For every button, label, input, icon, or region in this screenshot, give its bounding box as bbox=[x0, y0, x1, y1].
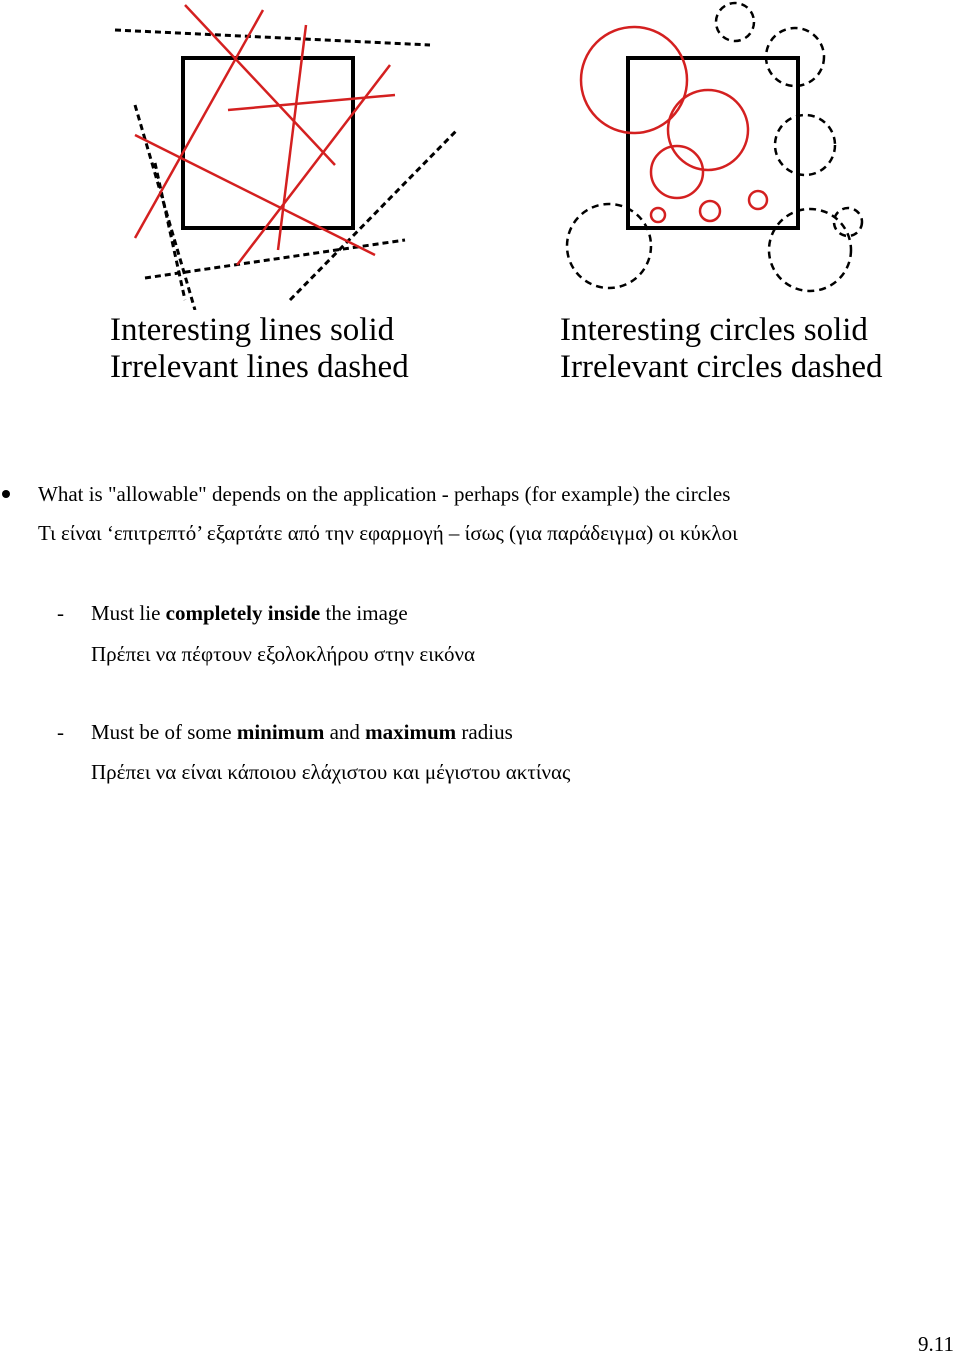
circles-caption bbox=[560, 312, 883, 386]
lines-caption-line1: Interesting lines solid bbox=[110, 312, 395, 348]
irrelevant-lines bbox=[115, 30, 457, 310]
subpoint-2-text: Must be of some minimum and maximum radius bbox=[91, 720, 513, 744]
subpoint-1-greek: Πρέπει να πέφτουν εξολοκλήρου στην εικόνα bbox=[91, 642, 475, 666]
subpoint-1-text: Must lie completely inside the image bbox=[91, 601, 408, 625]
bullet-text: What is "allowable" depends on the application - perhaps (for example) the circles bbox=[38, 482, 731, 506]
lines-caption bbox=[110, 312, 409, 386]
irrelevant-circles bbox=[567, 3, 862, 291]
circles-caption-line1: Interesting circles solid bbox=[560, 312, 868, 348]
dash-marker: - bbox=[57, 601, 64, 625]
circles-caption-line2: Irrelevant circles dashed bbox=[560, 349, 883, 385]
bullet-dot-icon bbox=[2, 490, 10, 498]
subpoint-2-greek: Πρέπει να είναι κάποιου ελάχιστου και μέγιστου ακτίνας bbox=[91, 760, 571, 784]
circles-figure bbox=[560, 0, 870, 310]
dash-marker: - bbox=[57, 720, 64, 744]
lines-figure bbox=[110, 0, 470, 310]
page-number: 9.11 bbox=[918, 1332, 954, 1356]
bullet-greek: Τι είναι ‘επιτρεπτό’ εξαρτάτε από την εφαρμογή – ίσως (για παράδειγμα) οι κύκλοι bbox=[38, 521, 738, 545]
lines-caption-line2: Irrelevant lines dashed bbox=[110, 349, 409, 385]
